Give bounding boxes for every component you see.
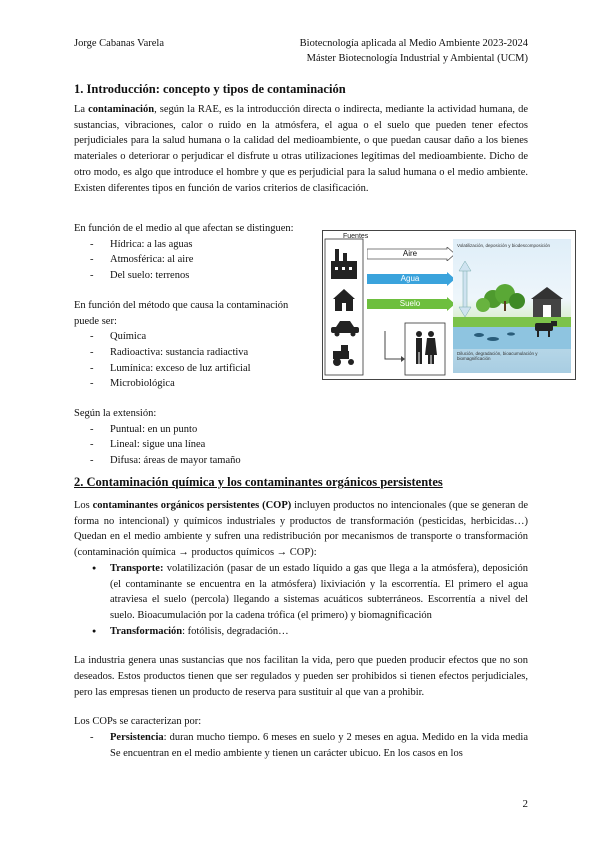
cop-pre: Los xyxy=(74,500,93,511)
cop-paragraph xyxy=(74,498,528,561)
characteristics-list xyxy=(74,730,528,761)
house-icon xyxy=(333,289,355,311)
section-2 xyxy=(74,474,528,762)
trees-icon xyxy=(476,284,525,312)
list-item xyxy=(90,730,528,761)
header-author: Jorge Cabanas Varela xyxy=(74,38,164,49)
by-extent-intro: Según la extensión: xyxy=(74,408,157,420)
list-item: - Química xyxy=(90,329,314,345)
char-term: Persistencia xyxy=(110,732,164,744)
characteristics-intro: Los COPs se caracterizan por: xyxy=(74,716,202,728)
diagram-bottom-caption: Dilución, degradación, bioacumulación y biomagnificación xyxy=(457,351,538,361)
diagram-top-caption: Volatilización, deposición y biodescomposición xyxy=(457,243,551,248)
list-item: - Hídrica: a las aguas xyxy=(90,237,314,253)
industry-paragraph: La industria genera unas sustancias que nos facilitan la vida, pero que pueden producir efectos que no son deseados. Estos productos tienen que ser regulados y pueden ser prohibidos si tienen efectos perjudiciales, pero las empresas tienen un producto de reserva para sustituir al que van a prohibir. xyxy=(74,655,528,698)
by-method-intro: En función del método que causa la contaminación puede ser: xyxy=(74,299,289,327)
mechanism-list xyxy=(74,561,528,640)
by-medium-intro: En función de el medio al que afectan se distinguen: xyxy=(74,223,294,234)
list-item xyxy=(90,624,528,640)
arrow-agua xyxy=(367,272,453,286)
section-1-title: 1. Introducción: concepto y tipos de contaminación xyxy=(74,82,346,96)
list-item xyxy=(90,561,528,624)
list-item: - Atmosférica: al aire xyxy=(90,252,314,268)
arrow-label: Aire xyxy=(402,249,418,258)
cop-text: incluyen productos no intencionales (que se generan de forma no intencional) y químicos industriales y productos de transformación (pesticidas, herbicidas…) Quedan en el medio ambiente y sufren una redistribución por mecanismos de transporte o transformación (contaminación química → productos químicos → COP): xyxy=(74,500,528,559)
cop-term: contaminantes orgánicos persistentes (COP) xyxy=(92,500,292,511)
header-course: Biotecnología aplicada al Medio Ambiente 2023-2024 xyxy=(299,38,528,49)
car-icon xyxy=(331,321,359,337)
list-item: - Del suelo: terrenos xyxy=(90,268,314,284)
contamination-diagram xyxy=(322,230,576,380)
page-number: 2 xyxy=(522,798,528,810)
list-item: - Radioactiva: sustancia radiactiva xyxy=(90,345,314,361)
intro-text: , según la RAE, es la introducción directa o indirecta, mediante la actividad humana, de sustancias, vibraciones, calor o ruido en la atmósfera, el agua o el suelo que pueden tener efectos perjudiciales para la salud humana o la calidad del medioambiente, o que puedan causar daño a los bienes materiales o deteriorar o perjudicar el disfrute u otras utilizaciones legítimas del medioambiente. Dicho de otro modo, es algo que introduce el hombre y que es perjudicial para la salud humana o el medio ambiente. Existen diferentes tipos en función de varios criterios de clasificación. xyxy=(74,104,529,194)
by-medium-list xyxy=(74,237,314,284)
tractor-icon xyxy=(333,345,354,366)
factory-icon xyxy=(331,249,357,279)
bullet-term: Transformación xyxy=(110,625,183,637)
arrow-suelo xyxy=(367,297,453,311)
bullet-text: volatilización (pasar de un estado líquido a gas que llega a la atmósfera), deposición (el contaminante se encuentra en la atmósfera) lixiviación y la escorrentía. El primero el agua atraviesa el suelo (percola) llegando a sistemas acuáticos subterráneos. Escorrentía a nivel del suelo. Bioacumulación por la cadena trófica (el primero) y biomagnificación xyxy=(110,562,528,621)
header-program: Máster Biotecnología Industrial y Ambiental (UCM) xyxy=(306,53,528,64)
arrow-aire xyxy=(367,247,453,261)
exchange-arrow-icon xyxy=(459,261,471,317)
classification-lists xyxy=(74,221,314,469)
bullet-term: Transporte: xyxy=(110,562,164,574)
intro-paragraph xyxy=(74,102,528,196)
intro-pre: La xyxy=(74,104,89,115)
section-1 xyxy=(74,81,528,196)
by-method-list xyxy=(74,329,314,392)
arrow-label: Suelo xyxy=(399,299,421,308)
environment-scene xyxy=(453,239,571,373)
by-extent-list xyxy=(74,422,314,469)
list-item: - Microbiológica xyxy=(90,376,314,392)
arrow-label: Agua xyxy=(400,274,420,283)
header-course-block xyxy=(300,36,528,66)
barn-icon xyxy=(531,287,563,317)
sources-label: Fuentes xyxy=(343,233,369,240)
section-2-title: 2. Contaminación química y los contaminantes orgánicos persistentes xyxy=(74,475,443,489)
char-text: : duran mucho tiempo. 6 meses en suelo y 2 meses en agua. Medido en la vida media Se encuentran en el medio ambiente y tienen un carácter ubicuo. En los casos en los xyxy=(110,732,528,759)
bullet-text: : fotólisis, degradación… xyxy=(182,625,289,637)
intro-term: contaminación xyxy=(88,104,155,115)
list-item: - Puntual: en un punto xyxy=(90,422,314,438)
list-item: - Lumínica: exceso de luz artificial xyxy=(90,361,314,377)
list-item: - Lineal: sigue una línea xyxy=(90,437,314,453)
people-icon xyxy=(416,331,437,364)
list-item: - Difusa: áreas de mayor tamaño xyxy=(90,453,314,469)
